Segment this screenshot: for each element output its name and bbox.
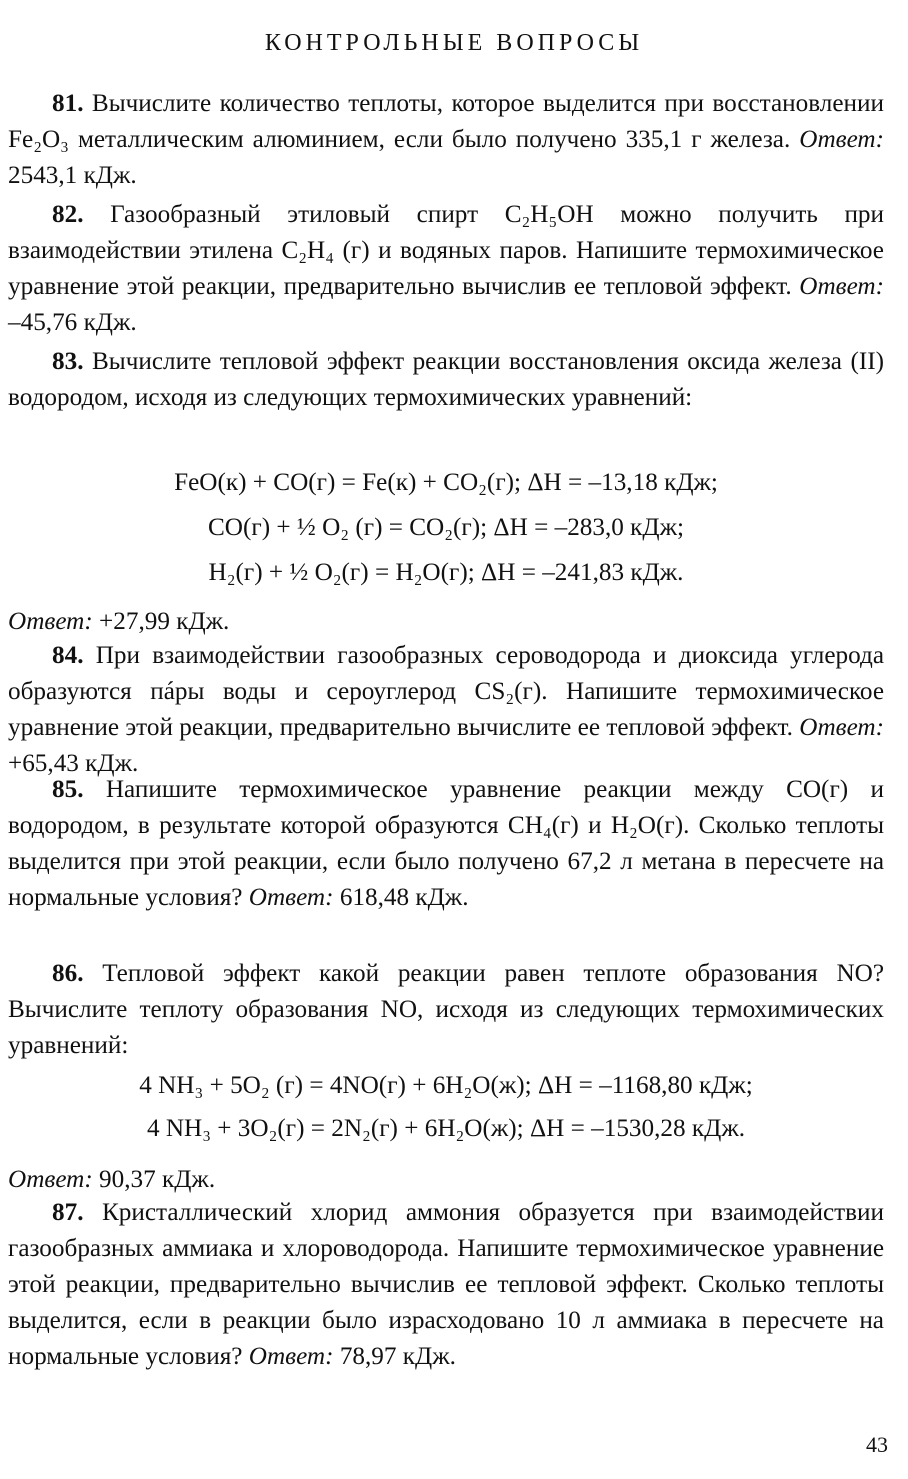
problem-number: 85.: [52, 776, 84, 803]
problem-compound: Fe₂O₃: [8, 126, 69, 153]
answer-label: Ответ:: [248, 1343, 334, 1370]
problem-text: Газообразный этиловый спирт C₂H₅OH можно получить при взаимодействии этилена C₂H₄ (г) и водяных паров. Напишите термохимическое уравнение этой реакции, предварительно вычислив ее тепловой эффект.: [8, 201, 885, 300]
problem-text: Вычислите тепловой эффект реакции восстановления оксида железа (II) водородом, исходя из следующих термохимических уравнений:: [8, 348, 884, 411]
answer-label: Ответ:: [799, 126, 885, 153]
problem-87: [8, 1195, 884, 1375]
answer-value: 2543,1 кДж.: [8, 162, 137, 189]
problem-text: Напишите термохимическое уравнение реакции между CO(г) и водородом, в результате которой образуются CH₄(г) и H₂O(г). Сколько теплоты выделится при этой реакции, если было получено 67,2 л метана в пересчете на нормальные условия?: [8, 776, 884, 911]
page-number: 43: [866, 1432, 888, 1457]
equation-86-1: 4 NH₃ + 5O₂ (г) = 4NO(г) + 6H₂O(ж); ΔH = –1168,80 кДж;: [139, 1072, 753, 1099]
answer-value: 90,37 кДж.: [99, 1166, 216, 1193]
answer-value: 618,48 кДж.: [339, 884, 469, 911]
problem-number: 84.: [52, 642, 84, 669]
problem-number: 81.: [52, 90, 84, 117]
answer-86: [8, 1162, 215, 1198]
problem-84: [8, 638, 884, 782]
answer-83: [8, 604, 229, 640]
problem-text-continued: металлическим алюминием, если было получено 335,1 г железа.: [77, 126, 791, 153]
answer-value: +27,99 кДж.: [99, 608, 230, 635]
answer-label: Ответ:: [248, 884, 334, 911]
answer-value: +65,43 кДж.: [8, 750, 139, 777]
problem-83: [8, 344, 884, 416]
equation-83-3: H₂(г) + ½ O₂(г) = H₂O(г); ΔH = –241,83 кДж.: [208, 559, 684, 586]
problem-text: Тепловой эффект какой реакции равен теплоте образования NO? Вычислите теплоту образования NO, исходя из следующих термохимических уравнений:: [8, 960, 884, 1059]
problem-text: Вычислите количество теплоты, которое выделится при восстановлении: [91, 90, 884, 117]
problem-82: [8, 197, 884, 341]
problem-85: [8, 772, 884, 916]
problem-number: 83.: [52, 348, 84, 375]
answer-label: Ответ:: [799, 714, 885, 741]
equation-83-2: CO(г) + ½ O₂ (г) = CO₂(г); ΔH = –283,0 кДж;: [208, 514, 684, 541]
answer-label: Ответ:: [799, 273, 884, 300]
problem-number: 86.: [52, 960, 84, 987]
answer-label: Ответ:: [8, 1166, 93, 1193]
problem-86: [8, 956, 884, 1064]
problem-text: При взаимодействии газообразных сероводорода и диоксида углерода образуются пáры воды и сероуглерод CS₂(г). Напишите термохимическое уравнение этой реакции, предварительно вычислите ее тепловой эффект.: [8, 642, 885, 741]
page-title: КОНТРОЛЬНЫЕ ВОПРОСЫ: [264, 30, 644, 56]
problem-number: 82.: [52, 201, 84, 228]
problem-text: Кристаллический хлорид аммония образуется при взаимодействии газообразных аммиака и хлороводорода. Напишите термохимическое уравнение этой реакции, предварительно вычислив ее тепловой эффект. Сколько теплоты выделится, если в реакции было израсходовано 10 л аммиака в пересчете на нормальные условия?: [8, 1199, 885, 1370]
answer-value: 78,97 кДж.: [339, 1343, 456, 1370]
equation-83-1: FeO(к) + CO(г) = Fe(к) + CO₂(г); ΔH = –13,18 кДж;: [174, 469, 718, 496]
problem-81: [8, 86, 884, 194]
answer-label: Ответ:: [8, 608, 93, 635]
answer-value: –45,76 кДж.: [8, 309, 137, 336]
problem-number: 87.: [52, 1199, 84, 1226]
equation-86-2: 4 NH₃ + 3O₂(г) = 2N₂(г) + 6H₂O(ж); ΔH = –1530,28 кДж.: [146, 1115, 746, 1142]
